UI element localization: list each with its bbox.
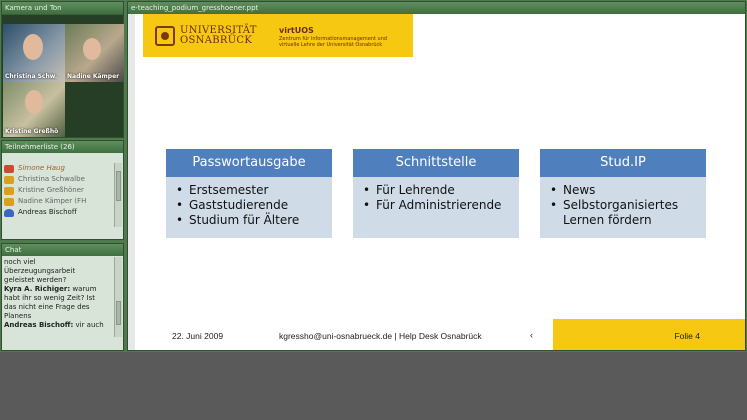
- participant-face: [23, 34, 43, 60]
- participant-face: [25, 90, 43, 114]
- university-logo-banner: [143, 14, 413, 57]
- virtuos-title: virtUOS: [279, 26, 314, 35]
- university-name-line: OSNABRÜCK: [180, 35, 253, 46]
- chat-line: [4, 285, 113, 294]
- content-box-passwortausgabe: [166, 149, 332, 238]
- video-tile[interactable]: [3, 24, 65, 82]
- taskbar-area: [0, 352, 747, 420]
- university-seal-icon: [155, 26, 175, 46]
- scrollbar-thumb[interactable]: [116, 171, 121, 201]
- slide-footer: [135, 317, 745, 350]
- participant-name: Simone Haug: [18, 164, 65, 172]
- box-body: [353, 177, 519, 238]
- user-icon: [4, 209, 14, 217]
- camera-video-area: [2, 15, 123, 137]
- participant-name: Nadine Kämper (FH: [18, 197, 87, 205]
- bullet-item: • Für Administrierende: [363, 198, 509, 213]
- footer-contact: kgressho@uni-osnabrueck.de | Help Desk Osnabrück: [279, 331, 482, 341]
- chat-author: Andreas Bischoff:: [4, 321, 74, 329]
- bullet-item: • Studium für Ältere: [176, 213, 322, 228]
- camera-panel: [1, 1, 124, 138]
- list-item[interactable]: [4, 163, 113, 174]
- video-tile[interactable]: [65, 24, 124, 82]
- box-heading: Schnittstelle: [353, 149, 519, 177]
- bullet-item: • Erstsemester: [176, 183, 322, 198]
- video-tile-label: Kristine Greßhö: [5, 128, 59, 135]
- presenter-icon: [4, 187, 14, 195]
- participant-name: Andreas Bischoff: [18, 208, 77, 216]
- chat-text: warum: [70, 285, 97, 293]
- participant-name: Christina Schwalbe: [18, 175, 85, 183]
- chat-line: das nicht eine Frage des: [4, 303, 90, 311]
- video-tile-label: Nadine Kämper: [67, 73, 120, 80]
- participant-list: [4, 163, 113, 218]
- footer-slide-number-box: [553, 319, 745, 350]
- box-heading: Passwortausgabe: [166, 149, 332, 177]
- virtuos-subtitle: Zentrum für Informationsmanagement und virtuelle Lehre der Universität Osnabrück: [279, 36, 388, 48]
- video-tile[interactable]: [3, 82, 65, 137]
- box-body: [540, 177, 706, 238]
- box-body: [166, 177, 332, 238]
- slide-canvas: [135, 14, 745, 350]
- chat-line: Überzeugungsarbeit: [4, 267, 76, 275]
- chat-line: noch viel: [4, 258, 36, 266]
- participants-scrollbar[interactable]: [114, 163, 122, 227]
- camera-panel-title: Kamera und Ton: [2, 2, 123, 14]
- list-item[interactable]: [4, 185, 113, 196]
- content-box-schnittstelle: [353, 149, 519, 238]
- participant-name: Kristine Greßhöner: [18, 186, 84, 194]
- slide-border: [128, 14, 135, 350]
- list-item[interactable]: [4, 207, 113, 218]
- participants-panel: [1, 140, 124, 240]
- chat-panel-title: Chat: [2, 244, 123, 256]
- moderator-icon: [4, 165, 14, 173]
- presentation-panel: [127, 1, 746, 351]
- chat-messages: [4, 258, 113, 330]
- university-name-line: UNIVERSITÄT: [180, 25, 257, 36]
- participants-panel-title: Teilnehmerliste (26): [2, 141, 123, 153]
- content-box-studip: [540, 149, 706, 238]
- chat-line: habt ihr so wenig Zeit? Ist: [4, 294, 96, 302]
- scrollbar-thumb[interactable]: [116, 301, 121, 325]
- participant-face: [83, 38, 101, 60]
- chat-author: Kyra A. Richiger:: [4, 285, 71, 293]
- presenter-icon: [4, 176, 14, 184]
- chat-scrollbar[interactable]: [114, 257, 122, 337]
- chat-panel: [1, 243, 124, 351]
- slide-number: Folie 4: [674, 331, 700, 341]
- bullet-item: • Gaststudierende: [176, 198, 322, 213]
- list-item[interactable]: [4, 196, 113, 207]
- previous-slide-icon[interactable]: ‹: [530, 330, 533, 340]
- box-heading: Stud.IP: [540, 149, 706, 177]
- footer-date: 22. Juni 2009: [172, 331, 224, 341]
- chat-line: geleistet werden?: [4, 276, 67, 284]
- presentation-title: e-teaching_podium_gresshoener.ppt: [128, 2, 745, 14]
- bullet-item: • Für Lehrende: [363, 183, 509, 198]
- chat-text: vir auch: [73, 321, 104, 329]
- bullet-item: • News: [550, 183, 696, 198]
- chat-line: [4, 321, 113, 330]
- list-item[interactable]: [4, 174, 113, 185]
- university-name: [180, 26, 257, 46]
- bullet-item: • Selbstorganisiertes Lernen fördern: [550, 198, 696, 228]
- video-tile-label: Christina Schw.: [5, 73, 58, 80]
- presenter-icon: [4, 198, 14, 206]
- chat-line: Planens: [4, 312, 32, 320]
